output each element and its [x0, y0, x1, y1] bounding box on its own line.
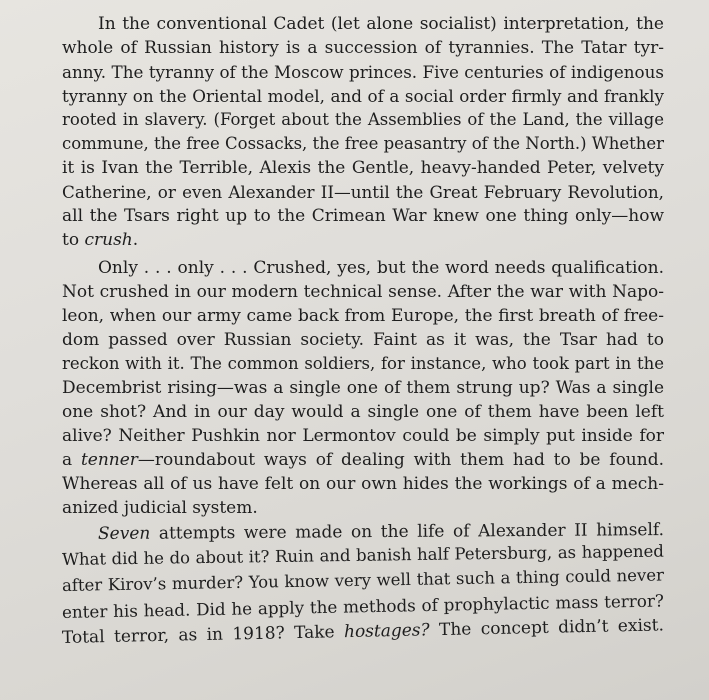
text-line: [62, 228, 664, 252]
text-segment: In the conventional Cadet (let alone socialist) interpretation, the: [98, 14, 664, 34]
text-segment: Not crushed in our modern technical sense. After the war with Napo-: [62, 282, 664, 302]
text-segment: whole of Russian history is a succession of tyrannies. The Tatar tyr-: [62, 38, 664, 58]
text-segment: tyranny on the Oriental model, and of a social order firmly and frankly: [62, 86, 664, 106]
text-line: [98, 256, 664, 280]
text-segment: to: [62, 230, 85, 250]
text-line: [62, 84, 664, 108]
text-line: [62, 352, 664, 376]
text-line: [62, 60, 664, 84]
text-line: [62, 328, 664, 352]
text-segment: commune, the free Cossacks, the free peasantry of the North.) Whether: [62, 134, 665, 153]
text-segment: Whereas all of us have felt on our own hides the workings of a mech-: [62, 474, 664, 494]
text-line: [62, 376, 664, 400]
text-segment: Total terror, as in 1918? Take: [61, 622, 345, 648]
text-line: [62, 132, 664, 156]
text-segment: —roundabout ways of dealing with them had to be found.: [137, 450, 664, 470]
text-segment: one shot? And in our day would a single one of them have been left: [62, 402, 664, 422]
italic-text: Seven: [97, 523, 151, 544]
text-line: [62, 280, 664, 304]
text-line: [62, 204, 664, 228]
text-segment: Decembrist rising—was a single one of them strung up? Was a single: [62, 378, 664, 398]
text-segment: What did he do about it? Ruin and banish half Petersburg, as happened: [61, 541, 665, 569]
text-line: [62, 472, 664, 496]
text-segment: leon, when our army came back from Europe, the first breath of free-: [62, 306, 664, 326]
text-segment: anized judicial system.: [62, 498, 258, 518]
text-segment: a: [62, 450, 81, 470]
text-segment: .: [132, 230, 139, 250]
text-line: [62, 424, 664, 448]
text-segment: reckon with it. The common soldiers, for instance, who took part in the: [62, 354, 664, 373]
text-line: [62, 448, 664, 472]
text-segment: rooted in slavery. (Forget about the Assemblies of the Land, the village: [62, 110, 664, 129]
text-segment: dom passed over Russian society. Faint as it was, the Tsar had to: [62, 330, 664, 350]
text-segment: The concept didn’t exist.: [429, 615, 665, 641]
text-segment: enter his head. Did he apply the methods of prophylactic mass terror?: [61, 590, 665, 622]
italic-text: tenner: [80, 450, 138, 470]
text-segment: Catherine, or even Alexander II—until the Great February Revolution,: [62, 182, 664, 202]
text-segment: after Kirov’s murder? You know very well that such a thing could never: [61, 565, 665, 595]
text-segment: Only . . . only . . . Crushed, yes, but the word needs qualification.: [98, 258, 664, 278]
text-line: [62, 496, 664, 520]
text-segment: attempts were made on the life of Alexander II himself.: [150, 520, 665, 544]
text-line: [62, 156, 664, 180]
italic-text: crush: [84, 230, 133, 250]
text-line: [62, 400, 664, 424]
text-line: [62, 36, 664, 60]
text-segment: it is Ivan the Terrible, Alexis the Gentle, heavy-handed Peter, velvety: [62, 158, 664, 178]
text-line: [62, 304, 664, 328]
text-line: [98, 12, 664, 36]
text-segment: alive? Neither Pushkin nor Lermontov could be simply put inside for: [62, 426, 664, 446]
italic-text: hostages?: [343, 620, 430, 643]
text-segment: all the Tsars right up to the Crimean War knew one thing only—how: [62, 206, 664, 226]
text-line: [62, 108, 664, 132]
text-line: [62, 180, 664, 204]
text-segment: anny. The tyranny of the Moscow princes. Five centuries of indigenous: [62, 62, 664, 82]
